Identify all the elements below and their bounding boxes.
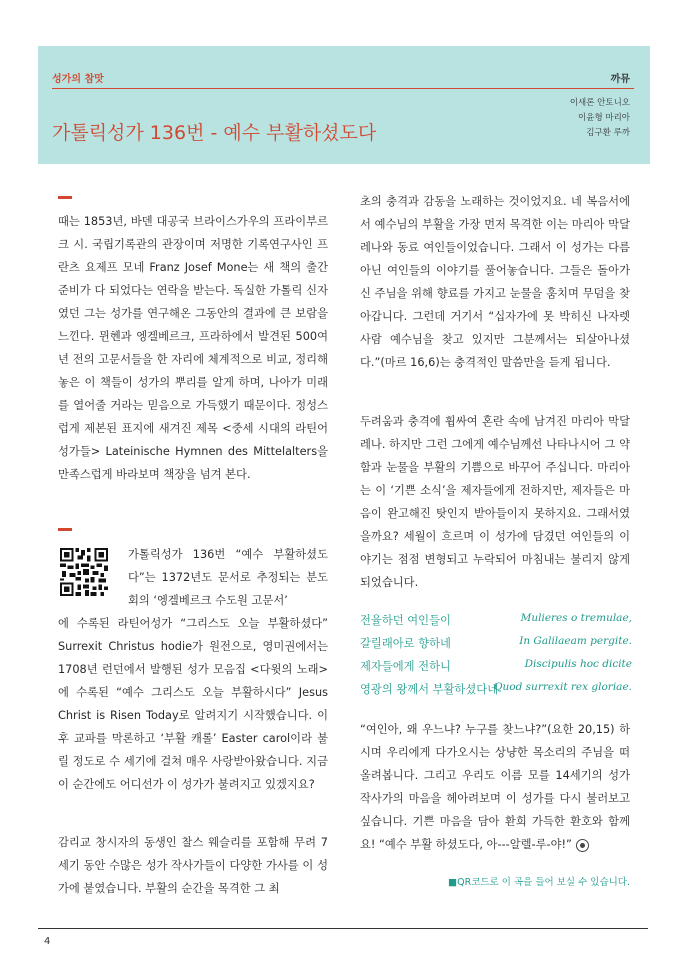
lyric-korean: 영광의 왕께서 부활하셨다네 — [360, 683, 499, 696]
qr-code-icon[interactable] — [60, 548, 108, 596]
lyric-latin: In Galilaeam pergite. — [519, 635, 632, 647]
paragraph: 때는 1853년, 바덴 대공국 브라이스가우의 프라이부르크 시. 국립기록관의 관장이며 저명한 기록연구사인 프란츠 요제프 모네 Franz Josef Mone는 새 책의 출간 준비가 다 되었다는 연락을 받는다. 독실한 가톨릭 신자였던 그는 성가를 연구해온 그동안의 결과에 큰 보람을 느낀다. 뮌헨과 엥겔베르크, 프라하에서 발견된 500여 년 전의 고문서들을 한 자리에 체계적으로 비교, 정리해놓은 이 책들이 성가의 뿌리를 알게 하며, 나아가 미래를 열어줄 거라는 믿음으로 가득했기 때문이다. 정성스럽게 제본된 표지에 새겨진 제목 <중세 시대의 라틴어 성가들> Lateinische Hymnen des Mittelalters을 만족스럽게 바라보며 책장을 넘겨 본다. — [58, 215, 328, 481]
paragraph-text: “여인아, 왜 우느냐? 누구를 찾느냐?”(요한 20,15) 하시며 우리에게 다가오시는 상냥한 목소리의 주님을 떠올려봅니다. 그리고 우리도 이름 모를 14세기의 성가 작사가의 마음을 헤아려보며 이 성가를 다시 불러보고 싶습니다. 기쁜 마음을 담아 환희 가득한 환호와 함께요! “예수 부활 하셨도다, 아---알렐-루-야!” — [360, 723, 630, 851]
left-column-para2 — [58, 612, 328, 796]
lyric-korean: 전율하던 여인들이 — [360, 614, 451, 627]
paragraph: 에 수록된 라틴어성가 “그리스도 오늘 부활하셨다” Surrexit Christus hodie가 원전으로, 영미권에서는 1708년 런던에서 발행된 성가 모음집 <다윗의 노래>에 수록된 “예수 그리스도 오늘 부활하시다” Jesus Christ is Risen Today로 알려지기 시작했습니다. 이후 교파를 막론하고 ‘부활 캐롤’ Easter carol이라 불릴 정도로 수 세기에 걸쳐 매우 사랑받아왔습니다. 지금 이 순간에도 어디선가 이 성가가 불려지고 있겠지요? — [58, 617, 328, 791]
lyric-line — [360, 658, 632, 681]
section-dash — [58, 196, 72, 199]
paragraph: 감리교 창시자의 동생인 찰스 웨슬리를 포함해 무려 7세기 동안 수많은 성가 작사가들이 다양한 가사를 이 성가에 붙였습니다. 부활의 순간을 목격한 그 최 — [58, 836, 328, 895]
section-label: 성가의 참맛 — [52, 74, 104, 85]
column-name: 까뮤 — [610, 74, 630, 85]
lyric-latin: Quod surrexit rex gloriae. — [493, 681, 632, 693]
header-band — [38, 46, 650, 164]
lyric-latin: Mulieres o tremulae, — [520, 612, 632, 624]
left-column-para1 — [58, 210, 328, 486]
paragraph: 초의 충격과 감동을 노래하는 것이었지요. 네 복음서에서 예수님의 부활을 가장 먼저 목격한 이는 마리아 막달레나와 동료 여인들이었습니다. 그래서 이 성가는 다름 아닌 여인들의 이야기를 풀어놓습니다. 그들은 돌아가신 주님을 위해 향료를 가지고 눈물을 훔치며 무덤을 찾아갑니다. 그런데 거기서 “십자가에 못 박히신 나자렛 사람 예수님을 찾고 있지만 그분께서는 되살아나셨다.”(마르 16,6)는 충격적인 말씀만을 듣게 됩니다. — [360, 195, 630, 369]
article-title: 가톨릭성가 136번 - 예수 부활하셨도다 — [52, 122, 377, 144]
footer-divider — [38, 928, 648, 929]
author-name: 이새론 안토니오 — [569, 98, 630, 108]
lyric-korean: 제자들에게 전하니 — [360, 660, 451, 673]
page-number: 4 — [44, 936, 51, 947]
qr-side-paragraph — [128, 543, 328, 612]
lyric-line — [360, 681, 632, 704]
paragraph: 가톨릭성가 136번 “예수 부활하셨도다”는 1372년도 문서로 추정되는 분도회의 ‘엥겔베르크 수도원 고문서’ — [128, 548, 328, 607]
right-column-para3 — [360, 718, 630, 856]
author-name: 김구환 루까 — [586, 128, 630, 138]
right-column-para1 — [360, 190, 630, 374]
lyric-line — [360, 635, 632, 658]
lyric-korean: 갈릴래아로 향하네 — [360, 637, 451, 650]
right-column-para2 — [360, 410, 630, 594]
section-dash — [58, 528, 72, 531]
end-mark-icon — [576, 839, 589, 852]
author-name: 이윤형 마리아 — [578, 113, 630, 123]
author-list — [570, 96, 630, 141]
paragraph — [360, 718, 630, 856]
left-column-para3 — [58, 831, 328, 900]
header-divider — [52, 88, 634, 89]
qr-note: ■QR코드로 이 곡을 들어 보실 수 있습니다. — [448, 877, 630, 888]
paragraph: 두려움과 충격에 휩싸여 혼란 속에 남겨진 마리아 막달레나. 하지만 그런 그에게 예수님께선 나타나시어 그 약함과 눈물을 부활의 기쁨으로 바꾸어 주십니다. 마리아는 이 ‘기쁜 소식’을 제자들에게 전하지만, 제자들은 마음이 완고해진 탓인지 받아들이지 못하지요. 그래서였을까요? 세월이 흐르며 이 성가에 담겼던 여인들의 이야기는 점점 변형되고 누락되어 마침내는 불리지 않게 되었습니다. — [360, 415, 630, 589]
lyric-latin: Discipulis hoc dicite — [524, 658, 632, 670]
lyric-line — [360, 612, 632, 635]
